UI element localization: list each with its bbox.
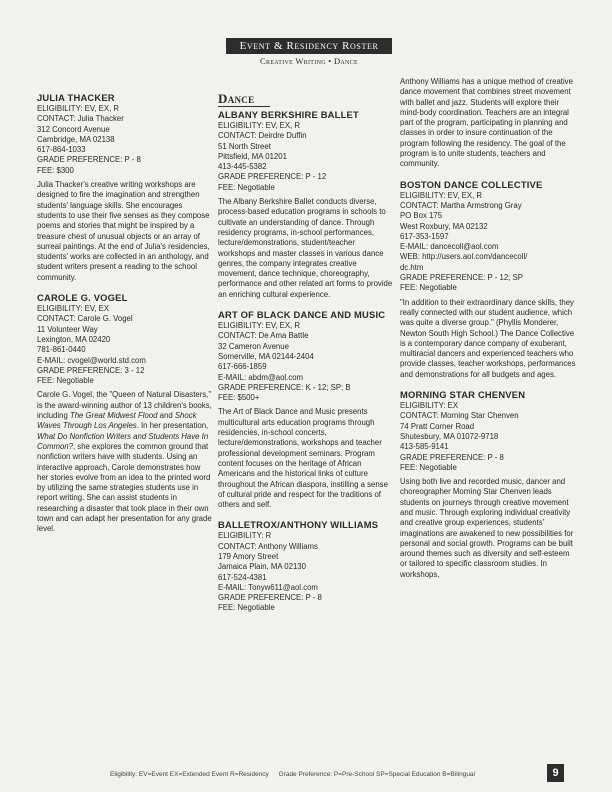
entry-carole-vogel [37, 292, 213, 535]
entry-field: 32 Cameron Avenue [218, 341, 289, 351]
entry-description: The Albany Berkshire Ballet conducts diverse, process-based education programs in schools to cultivate an understanding of dance. Through residency programs, in-school performances, lecture/demonstrations, student/teacher workshops and master classes in various dance genres, the company integrates creative movement, dance technique, choreography, performance and other related art forms to provide an enriching cultural experience. [218, 197, 393, 299]
entry-field: ELIGIBILITY: R [218, 531, 272, 541]
entry-web: dc.htm [400, 262, 424, 272]
entry-julia-thacker [37, 92, 213, 283]
presentation-title: What Do Nonfiction Writers and Students Have In Common? [37, 431, 209, 451]
entry-web: WEB: http://users.aol.com/dancecoll/ [400, 252, 528, 262]
entry-field: GRADE PREFERENCE: P - 12 [218, 172, 327, 182]
entry-field: FEE: Negotiable [218, 603, 275, 613]
page-number: 9 [547, 764, 564, 782]
entry-field: CONTACT: Julia Thacker [37, 114, 124, 124]
roster-subtitle: Creative Writing • Dance [260, 56, 358, 66]
entry-boston-dance-collective [400, 179, 576, 380]
entry-name: JULIA THACKER [37, 92, 115, 103]
entry-description: Anthony Williams has a unique method of creative dance movement that combines street movement with ballet and jazz. Students will explore their mind-body coordination. Teachers are an integral part of the program, participating in planning and classes in order to insure continuation of the program following the residency. The goal of the program is to unite students, teachers and community. [400, 77, 573, 169]
entry-field: CONTACT: De Ama Battle [218, 331, 309, 341]
entry-field: 617-666-1859 [218, 362, 267, 372]
entry-field: 413-585-9141 [400, 442, 449, 452]
entry-field: FEE: $500+ [218, 393, 260, 403]
entry-name: ALBANY BERKSHIRE BALLET [218, 109, 359, 120]
entry-field: 74 Pratt Corner Road [400, 421, 475, 431]
entry-field: 11 Volunteer Way [37, 324, 98, 334]
entry-field: ELIGIBILITY: EV, EX, R [400, 190, 483, 200]
desc-text: , she explores the common ground that nonfiction writers have with students. Using an interactive approach, Carole demonstrates how her stories evolve from an idea to the printed word by utilizing the same strategies students use in report writing. She can assist students in researching a disaster that took place in their own town and can adapt her presentation for any grade level. [37, 441, 212, 534]
entry-field: 617-524-4381 [218, 572, 267, 582]
grade-legend: Grade Preference: P=Pre-School SP=Special Education B=Bilingual [278, 771, 475, 778]
column-middle [218, 92, 394, 623]
entry-name: BALLETROX/ANTHONY WILLIAMS [218, 519, 379, 531]
entry-field: ELIGIBILITY: EV, EX [37, 304, 110, 314]
entry-field: 617-864-1033 [37, 145, 86, 155]
entry-balletrox-continued [400, 77, 576, 170]
entry-field: FEE: Negotiable [400, 283, 457, 293]
entry-name: ART OF BLACK DANCE AND MUSIC [218, 309, 386, 321]
entry-field: GRADE PREFERENCE: K - 12; SP; B [218, 382, 351, 392]
entry-field: GRADE PREFERENCE: 3 - 12 [37, 365, 145, 375]
entry-description: The Art of Black Dance and Music presents multicultural arts education programs through residencies, in-school concerts, lecture/demonstrations, workshops and teacher professional development seminars. Program content focuses on the heritage of African Americans and the historical links of culture throughout the African diaspora, instilling a sense of cultural pride and respect for the traditions of others and self. [218, 407, 388, 510]
entry-field: FEE: Negotiable [400, 462, 457, 472]
entry-field: 179 Amory Street [218, 551, 279, 561]
desc-text: and [157, 411, 175, 421]
entry-name: BOSTON DANCE COLLECTIVE [400, 178, 543, 190]
entry-art-of-black-dance [218, 309, 394, 510]
entry-email: E-MAIL: cvogel@world.std.com [37, 355, 146, 365]
entry-field: 51 North Street [218, 141, 271, 151]
entry-field: Jamaica Plain, MA 02130 [218, 562, 306, 572]
entry-field: FEE: Negotiable [37, 376, 94, 386]
entry-balletrox [218, 519, 394, 613]
entry-field: CONTACT: Deirdre Duffin [218, 131, 307, 141]
book-title: The Great Midwest Flood [69, 411, 158, 421]
entry-field: CONTACT: Martha Armstrong Gray [400, 200, 522, 210]
column-left [37, 92, 213, 544]
entry-field: Shutesbury, MA 01072-9718 [400, 431, 499, 441]
book-title: Shock Waves Through Los Angeles [37, 411, 197, 431]
entry-field: ELIGIBILITY: EV, EX, R [218, 121, 301, 130]
entry-field: Lexington, MA 02420 [37, 334, 111, 344]
entry-field: Somerville, MA 02144-2404 [218, 351, 314, 361]
entry-name: MORNING STAR CHENVEN [400, 389, 526, 401]
desc-text: . In her presentation, [136, 421, 209, 431]
entry-name: CAROLE G. VOGEL [37, 292, 128, 304]
entry-field: 781-861-0440 [37, 345, 86, 355]
roster-banner: Event & Residency Roster [226, 38, 392, 54]
entry-field: 312 Concord Avenue [37, 124, 110, 134]
entry-email: E-MAIL: Tonyw611@aol.com [218, 582, 318, 592]
entry-email: E-MAIL: abdm@aol.com [218, 372, 304, 382]
entry-field: 617-353-1597 [400, 231, 449, 241]
entry-albany-berkshire-ballet [218, 109, 394, 300]
entry-field: GRADE PREFERENCE: P - 8 [400, 452, 504, 462]
entry-field: CONTACT: Morning Star Chenven [400, 411, 519, 421]
eligibility-legend: Eligibility: EV=Event EX=Extended Event R=Residency [110, 771, 269, 778]
column-right [400, 77, 576, 589]
footer-legend [110, 771, 483, 778]
entry-field: FEE: $300 [37, 165, 74, 175]
entry-field: Pittsfield, MA 01201 [218, 151, 287, 161]
entry-description [37, 390, 213, 534]
section-heading-dance: Dance [218, 92, 270, 107]
entry-description: "In addition to their extraordinary dance skills, they really connected with our student audience, which was quite a diverse group." (Phyllis Monderer, Newton South High School.) The Dance Collective is a contemporary dance company of exuberant, multiracial dancers and experienced teachers who provide classes, teacher workshops, performances and demonstrations for all budgets and ages. [400, 297, 576, 379]
entry-field: ELIGIBILITY: EV, EX, R [37, 104, 120, 113]
entry-morning-star-chenven [400, 389, 576, 580]
entry-description: Using both live and recorded music, dancer and choreographer Morning Star Chenven leads students on journeys through creative movement and music. Through exploring individual creativity and creative group experiences, students' imaginations are awakened to new possibilities for personal and social growth. Programs can be built around themes such as diversity and self-esteem or tailored to specific classroom studies. In workshops, [400, 477, 574, 579]
entry-field: ELIGIBILITY: EX [400, 401, 459, 411]
entry-email: E-MAIL: dancecoll@aol.com [400, 242, 499, 252]
entry-field: Cambridge, MA 02138 [37, 134, 115, 144]
entry-field: ELIGIBILITY: EV, EX, R [218, 321, 301, 331]
entry-field: GRADE PREFERENCE: P - 8 [218, 593, 322, 603]
entry-field: CONTACT: Anthony Williams [218, 541, 318, 551]
entry-field: CONTACT: Carole G. Vogel [37, 314, 133, 324]
entry-field: GRADE PREFERENCE: P - 12; SP [400, 273, 523, 283]
desc-text: Carole G. Vogel, the "Queen of Natural Disasters," is the award-winning author of 13 children's books, including [37, 390, 212, 421]
entry-field: GRADE PREFERENCE: P - 8 [37, 155, 141, 165]
entry-field: PO Box 175 [400, 211, 443, 221]
entry-field: FEE: Negotiable [218, 182, 275, 192]
entry-field: West Roxbury, MA 02132 [400, 221, 488, 231]
entry-description: Julia Thacker's creative writing workshops are designed to fire the imagination and strengthen students' language skills. She encourages students to use their five senses as they compose poems and stories that might be inspired by a treasure chest of unusual objects or an array of surreal paintings. At the end of Julia's residencies, students' works are collected in an anthology, and student writers present a reading to the school community. [37, 180, 210, 282]
entry-field: 413-445-5382 [218, 162, 267, 172]
